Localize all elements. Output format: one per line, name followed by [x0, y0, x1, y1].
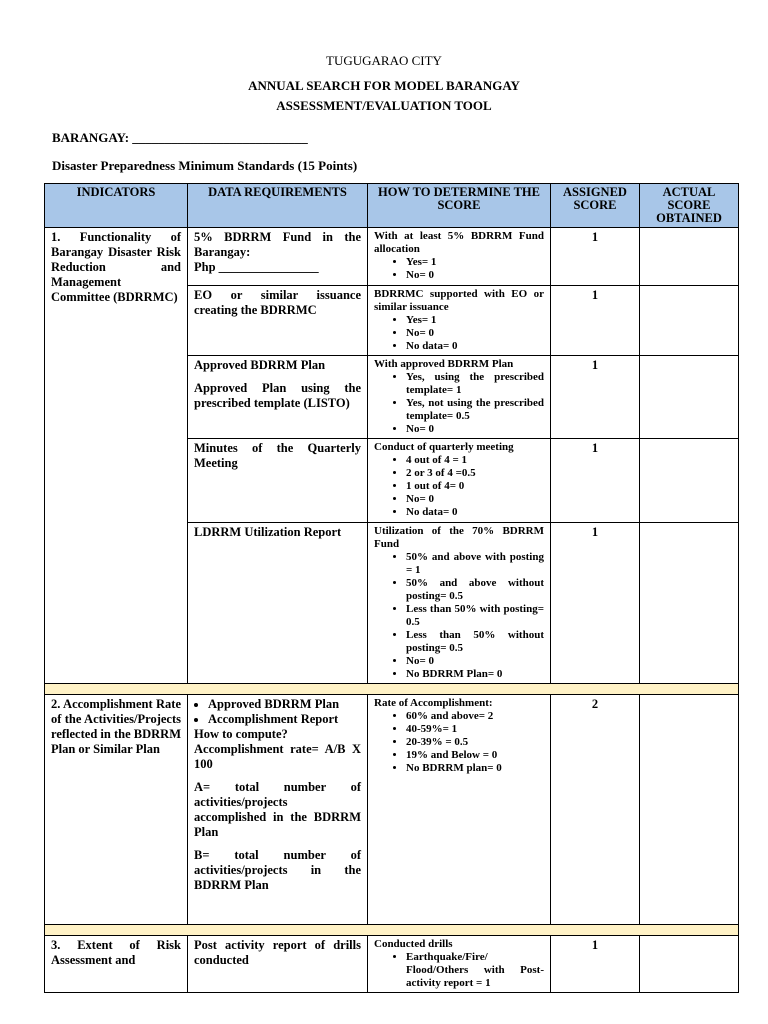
criteria-item: • No data= 0 [406, 506, 544, 519]
requirement-text: Php ________________ [194, 260, 319, 274]
criteria-item: • No= 0 [406, 655, 544, 668]
requirement-text: 5% BDRRM Fund in the Barangay: [194, 230, 361, 259]
table-row [45, 228, 739, 286]
assessment-table [44, 183, 739, 993]
requirement-text: Approved Plan using the prescribed template (LISTO) [194, 381, 361, 410]
criteria-heading: With approved BDRRM Plan [374, 358, 514, 370]
data-requirement [188, 356, 368, 439]
criteria-item: • Yes= 1 [406, 256, 544, 269]
indicator-2: 2. Accomplishment Rate of the Activities/Projects reflected in the BDRRM Plan or Similar Plan [45, 695, 188, 925]
criteria-heading: Rate of Accomplishment: [374, 697, 493, 709]
requirement-text: B= total number of activities/projects in the BDRRM Plan [194, 848, 361, 892]
actual-score-cell[interactable] [640, 439, 739, 523]
requirement-text: Accomplishment rate= A/B X 100 [194, 742, 361, 771]
assigned-score: 1 [551, 286, 640, 356]
table-header-row [45, 184, 739, 228]
section-title: Disaster Preparedness Minimum Standards (15 Points) [52, 158, 358, 173]
section-divider [45, 925, 739, 936]
col-assigned-score: ASSIGNED SCORE [551, 184, 640, 228]
criteria-item: • Earthquake/Fire/ Flood/Others with Post-activity report = 1 [406, 951, 544, 990]
criteria-item: • No BDRRM plan= 0 [406, 762, 544, 775]
section-divider [45, 684, 739, 695]
city-heading: TUGUGARAO CITY [326, 53, 442, 68]
criteria-item: • 50% and above with posting = 1 [406, 551, 544, 577]
barangay-field: BARANGAY: ___________________________ [52, 130, 308, 145]
criteria-item: • Yes, not using the prescribed template= 0.5 [406, 397, 544, 423]
criteria-item: • No= 0 [406, 269, 544, 282]
criteria-item: • 1 out of 4= 0 [406, 480, 544, 493]
assigned-score: 1 [551, 936, 640, 993]
criteria-item: • No BDRRM Plan= 0 [406, 668, 544, 681]
criteria-item: • 19% and Below = 0 [406, 749, 544, 762]
criteria-item: • Yes, using the prescribed template= 1 [406, 371, 544, 397]
criteria-item: • 4 out of 4 = 1 [406, 454, 544, 467]
criteria-item: • 60% and above= 2 [406, 710, 544, 723]
document-title: ANNUAL SEARCH FOR MODEL BARANGAY [248, 78, 520, 93]
assigned-score: 1 [551, 228, 640, 286]
requirement-text: Approved BDRRM Plan [194, 358, 326, 372]
col-actual-score: ACTUAL SCORE OBTAINED [640, 184, 739, 228]
requirement-text: A= total number of activities/projects accomplished in the BDRRM Plan [194, 780, 361, 839]
actual-score-cell[interactable] [640, 286, 739, 356]
criteria-heading: Conducted drills [374, 938, 453, 950]
requirement-item: • Accomplishment Report [208, 712, 361, 727]
assigned-score: 2 [551, 695, 640, 925]
data-requirement [188, 228, 368, 286]
table-row [45, 936, 739, 993]
criteria-item: • Yes= 1 [406, 314, 544, 327]
criteria-item: • No data= 0 [406, 340, 544, 353]
data-requirement: EO or similar issuance creating the BDRRMC [188, 286, 368, 356]
assigned-score: 1 [551, 523, 640, 684]
criteria-item: • 2 or 3 of 4 =0.5 [406, 467, 544, 480]
table-row [45, 695, 739, 925]
col-how-to-determine: HOW TO DETERMINE THE SCORE [368, 184, 551, 228]
document-subtitle: ASSESSMENT/EVALUATION TOOL [276, 98, 492, 113]
data-requirement [188, 695, 368, 925]
criteria-item: • Less than 50% with posting= 0.5 [406, 603, 544, 629]
assigned-score: 1 [551, 356, 640, 439]
scoring-criteria [368, 286, 551, 356]
scoring-criteria [368, 439, 551, 523]
col-data-requirements: DATA REQUIREMENTS [188, 184, 368, 228]
indicator-3: 3. Extent of Risk Assessment and [45, 936, 188, 993]
scoring-criteria [368, 523, 551, 684]
criteria-heading: Utilization of the 70% BDRRM Fund [374, 525, 544, 550]
criteria-item: • 50% and above without posting= 0.5 [406, 577, 544, 603]
requirement-text: How to compute? [194, 727, 288, 741]
data-requirement: LDRRM Utilization Report [188, 523, 368, 684]
data-requirement: Post activity report of drills conducted [188, 936, 368, 993]
actual-score-cell[interactable] [640, 228, 739, 286]
indicator-1: 1. Functionality of Barangay Disaster Risk Reduction and Management Committee (BDRRMC) [45, 228, 188, 684]
actual-score-cell[interactable] [640, 695, 739, 925]
scoring-criteria [368, 356, 551, 439]
actual-score-cell[interactable] [640, 523, 739, 684]
criteria-item: • No= 0 [406, 327, 544, 340]
actual-score-cell[interactable] [640, 356, 739, 439]
assigned-score: 1 [551, 439, 640, 523]
criteria-item: • No= 0 [406, 423, 544, 436]
scoring-criteria [368, 228, 551, 286]
criteria-heading: With at least 5% BDRRM Fund allocation [374, 230, 544, 255]
scoring-criteria [368, 695, 551, 925]
requirement-item: • Approved BDRRM Plan [208, 697, 361, 712]
data-requirement: Minutes of the Quarterly Meeting [188, 439, 368, 523]
scoring-criteria [368, 936, 551, 993]
criteria-heading: Conduct of quarterly meeting [374, 441, 514, 453]
criteria-item: • No= 0 [406, 493, 544, 506]
actual-score-cell[interactable] [640, 936, 739, 993]
criteria-item: • 20-39% = 0.5 [406, 736, 544, 749]
criteria-item: • Less than 50% without posting= 0.5 [406, 629, 544, 655]
col-indicators: INDICATORS [45, 184, 188, 228]
criteria-item: • 40-59%= 1 [406, 723, 544, 736]
criteria-heading: BDRRMC supported with EO or similar issuance [374, 288, 544, 313]
